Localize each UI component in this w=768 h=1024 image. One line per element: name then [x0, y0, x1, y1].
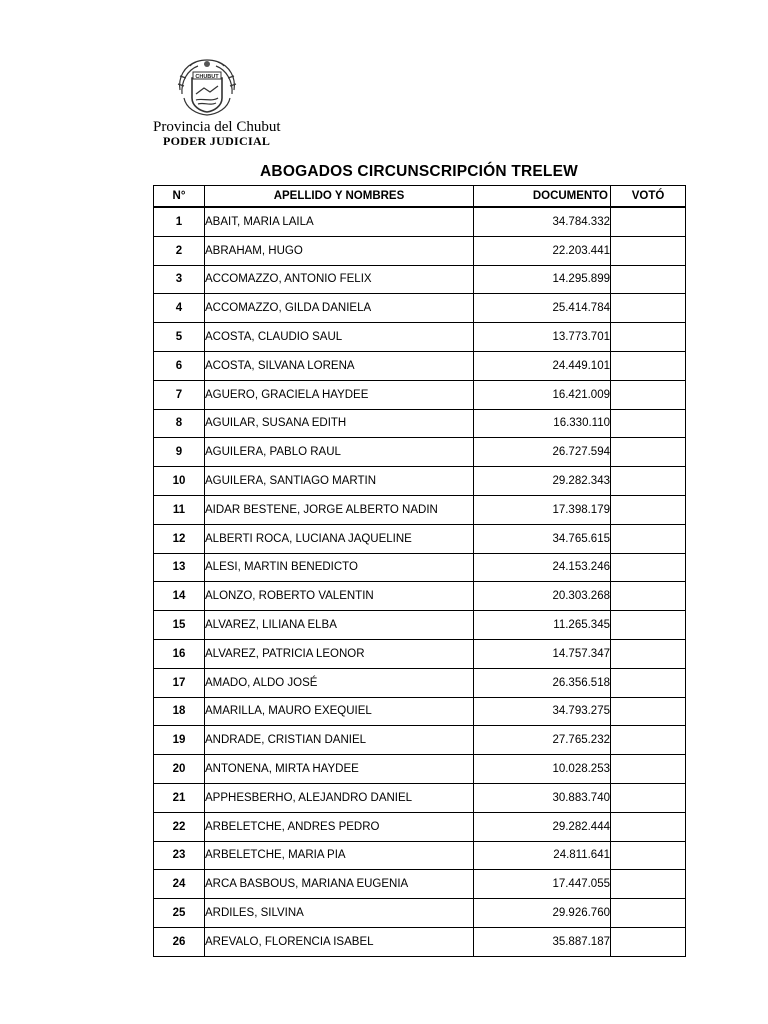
row-name: ALVAREZ, PATRICIA LEONOR — [205, 639, 474, 668]
row-number: 15 — [154, 611, 205, 640]
row-name: ANDRADE, CRISTIAN DANIEL — [205, 726, 474, 755]
row-number: 22 — [154, 812, 205, 841]
row-number: 21 — [154, 783, 205, 812]
row-number: 10 — [154, 467, 205, 496]
row-name: AMADO, ALDO JOSÉ — [205, 668, 474, 697]
row-voted — [611, 294, 686, 323]
row-document: 11.265.345 — [474, 611, 611, 640]
table-row — [154, 755, 686, 784]
row-document: 25.414.784 — [474, 294, 611, 323]
table-row — [154, 870, 686, 899]
row-name: AGUILERA, PABLO RAUL — [205, 438, 474, 467]
row-document: 17.447.055 — [474, 870, 611, 899]
row-number: 25 — [154, 899, 205, 928]
row-number: 23 — [154, 841, 205, 870]
row-name: ACOSTA, SILVANA LORENA — [205, 351, 474, 380]
row-voted — [611, 351, 686, 380]
row-name: ACOSTA, CLAUDIO SAUL — [205, 323, 474, 352]
row-document: 24.449.101 — [474, 351, 611, 380]
column-header-document: DOCUMENTO — [474, 186, 611, 208]
table-row — [154, 409, 686, 438]
table-row — [154, 611, 686, 640]
row-number: 17 — [154, 668, 205, 697]
row-document: 26.356.518 — [474, 668, 611, 697]
row-document: 22.203.441 — [474, 236, 611, 265]
row-number: 4 — [154, 294, 205, 323]
row-number: 2 — [154, 236, 205, 265]
row-number: 11 — [154, 495, 205, 524]
table-row — [154, 323, 686, 352]
table-row — [154, 812, 686, 841]
row-number: 13 — [154, 553, 205, 582]
row-document: 29.282.444 — [474, 812, 611, 841]
table-row — [154, 524, 686, 553]
row-voted — [611, 409, 686, 438]
row-document: 34.793.275 — [474, 697, 611, 726]
table-row — [154, 582, 686, 611]
row-name: ARDILES, SILVINA — [205, 899, 474, 928]
table-row — [154, 236, 686, 265]
table-row — [154, 351, 686, 380]
lawyers-table — [153, 185, 686, 957]
row-document: 16.330.110 — [474, 409, 611, 438]
table-row — [154, 668, 686, 697]
row-document: 24.153.246 — [474, 553, 611, 582]
table-row — [154, 841, 686, 870]
row-document: 30.883.740 — [474, 783, 611, 812]
table-row — [154, 495, 686, 524]
row-name: ARBELETCHE, ANDRES PEDRO — [205, 812, 474, 841]
row-voted — [611, 495, 686, 524]
row-name: ABRAHAM, HUGO — [205, 236, 474, 265]
row-voted — [611, 812, 686, 841]
row-number: 12 — [154, 524, 205, 553]
row-name: AMARILLA, MAURO EXEQUIEL — [205, 697, 474, 726]
row-number: 16 — [154, 639, 205, 668]
table-row — [154, 899, 686, 928]
row-voted — [611, 467, 686, 496]
row-document: 26.727.594 — [474, 438, 611, 467]
row-name: ALBERTI ROCA, LUCIANA JAQUELINE — [205, 524, 474, 553]
row-voted — [611, 639, 686, 668]
row-voted — [611, 755, 686, 784]
provincial-seal-icon — [174, 54, 240, 118]
department-name: PODER JUDICIAL — [163, 134, 271, 148]
row-voted — [611, 611, 686, 640]
row-voted — [611, 236, 686, 265]
row-number: 20 — [154, 755, 205, 784]
row-name: ARBELETCHE, MARIA PIA — [205, 841, 474, 870]
row-name: AGUERO, GRACIELA HAYDEE — [205, 380, 474, 409]
row-voted — [611, 553, 686, 582]
row-name: AGUILERA, SANTIAGO MARTIN — [205, 467, 474, 496]
row-document: 29.282.343 — [474, 467, 611, 496]
row-name: ACCOMAZZO, GILDA DANIELA — [205, 294, 474, 323]
table-row — [154, 553, 686, 582]
table-header-row — [154, 186, 686, 208]
row-voted — [611, 438, 686, 467]
table-row — [154, 294, 686, 323]
row-number: 14 — [154, 582, 205, 611]
table-row — [154, 927, 686, 956]
row-number: 1 — [154, 207, 205, 236]
row-voted — [611, 207, 686, 236]
table-row — [154, 438, 686, 467]
row-name: AGUILAR, SUSANA EDITH — [205, 409, 474, 438]
row-voted — [611, 783, 686, 812]
row-name: ALESI, MARTIN BENEDICTO — [205, 553, 474, 582]
row-document: 10.028.253 — [474, 755, 611, 784]
column-header-number: N° — [154, 186, 205, 208]
seal-text: CHUBUT — [195, 73, 219, 80]
row-number: 3 — [154, 265, 205, 294]
row-voted — [611, 323, 686, 352]
institution-name: Provincia del Chubut — [153, 119, 281, 135]
row-voted — [611, 841, 686, 870]
row-voted — [611, 380, 686, 409]
row-document: 35.887.187 — [474, 927, 611, 956]
row-name: AIDAR BESTENE, JORGE ALBERTO NADIN — [205, 495, 474, 524]
row-name: ARCA BASBOUS, MARIANA EUGENIA — [205, 870, 474, 899]
row-voted — [611, 870, 686, 899]
row-voted — [611, 582, 686, 611]
row-number: 8 — [154, 409, 205, 438]
row-voted — [611, 726, 686, 755]
row-document: 14.295.899 — [474, 265, 611, 294]
row-voted — [611, 668, 686, 697]
row-number: 24 — [154, 870, 205, 899]
row-voted — [611, 927, 686, 956]
row-name: APPHESBERHO, ALEJANDRO DANIEL — [205, 783, 474, 812]
row-name: ABAIT, MARIA LAILA — [205, 207, 474, 236]
row-document: 34.784.332 — [474, 207, 611, 236]
row-document: 14.757.347 — [474, 639, 611, 668]
row-document: 17.398.179 — [474, 495, 611, 524]
column-header-voted: VOTÓ — [611, 186, 686, 208]
row-number: 26 — [154, 927, 205, 956]
row-number: 19 — [154, 726, 205, 755]
row-name: ALVAREZ, LILIANA ELBA — [205, 611, 474, 640]
row-voted — [611, 899, 686, 928]
row-name: AREVALO, FLORENCIA ISABEL — [205, 927, 474, 956]
row-document: 27.765.232 — [474, 726, 611, 755]
table-row — [154, 783, 686, 812]
row-number: 9 — [154, 438, 205, 467]
row-document: 13.773.701 — [474, 323, 611, 352]
table-row — [154, 380, 686, 409]
row-name: ALONZO, ROBERTO VALENTIN — [205, 582, 474, 611]
row-document: 20.303.268 — [474, 582, 611, 611]
row-voted — [611, 697, 686, 726]
table-row — [154, 265, 686, 294]
row-document: 29.926.760 — [474, 899, 611, 928]
row-voted — [611, 265, 686, 294]
table-row — [154, 726, 686, 755]
row-document: 34.765.615 — [474, 524, 611, 553]
page-title: ABOGADOS CIRCUNSCRIPCIÓN TRELEW — [260, 163, 578, 180]
row-number: 6 — [154, 351, 205, 380]
table-row — [154, 697, 686, 726]
row-document: 16.421.009 — [474, 380, 611, 409]
table-row — [154, 207, 686, 236]
table-row — [154, 639, 686, 668]
column-header-name: APELLIDO Y NOMBRES — [205, 186, 474, 208]
table-row — [154, 467, 686, 496]
row-name: ANTONENA, MIRTA HAYDEE — [205, 755, 474, 784]
row-name: ACCOMAZZO, ANTONIO FELIX — [205, 265, 474, 294]
row-number: 7 — [154, 380, 205, 409]
row-voted — [611, 524, 686, 553]
row-number: 5 — [154, 323, 205, 352]
row-document: 24.811.641 — [474, 841, 611, 870]
row-number: 18 — [154, 697, 205, 726]
